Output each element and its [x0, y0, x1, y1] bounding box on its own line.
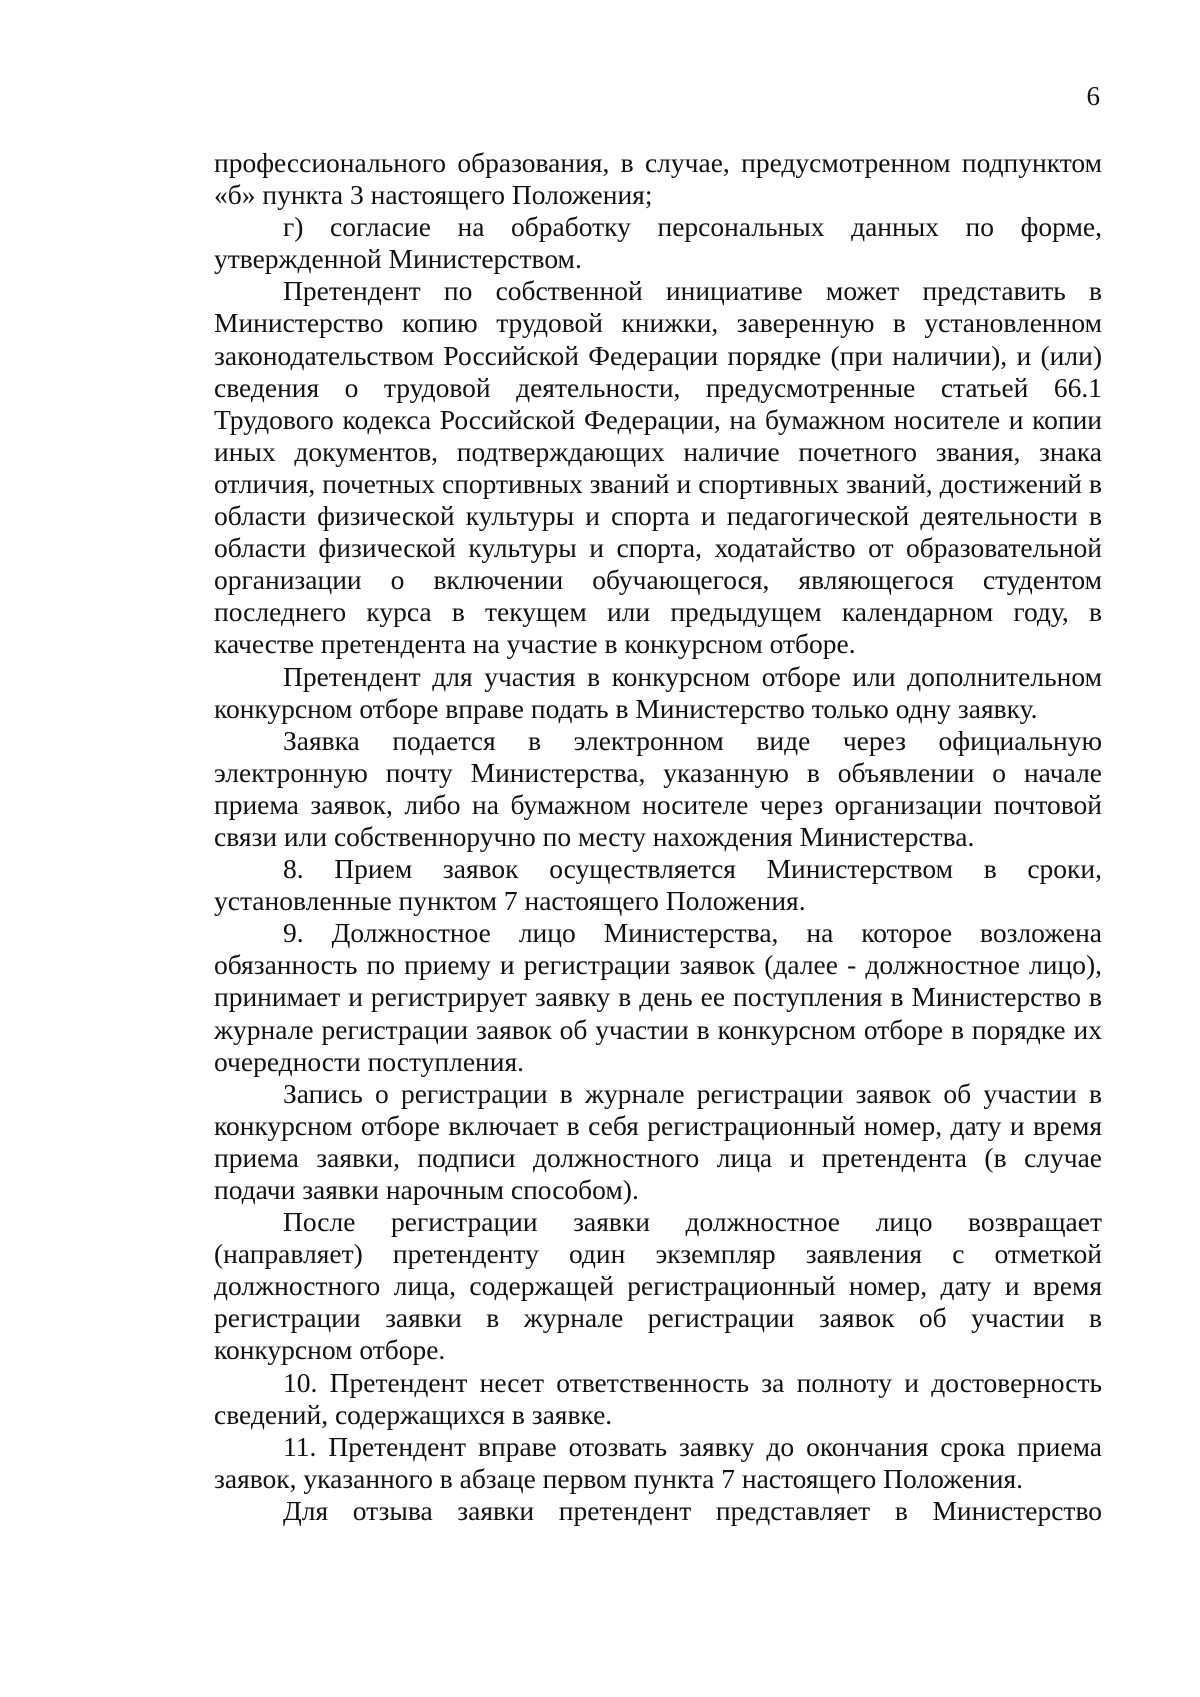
paragraph-clause-10: 10. Претендент несет ответственность за полноту и достоверность сведений, содержащихся в заявке. [214, 1366, 1102, 1430]
page-number: 6 [1086, 81, 1100, 111]
paragraph-registration-record: Запись о регистрации в журнале регистрации заявок об участии в конкурсном отборе включает в себя регистрационный номер, дату и время приема заявки, подписи должностного лица и претендента (в случае подачи заявки нарочным способом). [214, 1077, 1102, 1205]
document-body [214, 147, 1102, 1527]
paragraph-item-g-consent: г) согласие на обработку персональных данных по форме, утвержденной Министерством. [214, 211, 1102, 275]
paragraph-clause-8: 8. Прием заявок осуществляется Министерством в сроки, установленные пунктом 7 настоящего Положения. [214, 853, 1102, 917]
paragraph-continuation: профессионального образования, в случае, предусмотренном подпунктом «б» пункта 3 настоящего Положения; [214, 147, 1102, 211]
paragraph-optional-documents: Претендент по собственной инициативе может представить в Министерство копию трудовой книжки, заверенную в установленном законодательством Российской Федерации порядке (при наличии), и (или) сведения о трудовой деятельности, предусмотренные статьей 66.1 Трудового кодекса Российской Федерации, на бумажном носителе и копии иных документов, подтверждающих наличие почетного звания, знака отличия, почетных спортивных званий и спортивных званий, достижений в области физической культуры и спорта и педагогической деятельности в области физической культуры и спорта, ходатайство от образовательной организации о включении обучающегося, являющегося студентом последнего курса в текущем или предыдущем календарном году, в качестве претендента на участие в конкурсном отборе. [214, 275, 1102, 660]
paragraph-clause-11: 11. Претендент вправе отозвать заявку до окончания срока приема заявок, указанного в абзаце первом пункта 7 настоящего Положения. [214, 1430, 1102, 1494]
paragraph-withdrawal: Для отзыва заявки претендент представляет в Министерство [283, 1494, 1102, 1526]
paragraph-submission-method: Заявка подается в электронном виде через официальную электронную почту Министерства, указанную в объявлении о начале приема заявок, либо на бумажном носителе через организации почтовой связи или собственноручно по месту нахождения Министерства. [214, 724, 1102, 852]
paragraph-clause-9: 9. Должностное лицо Министерства, на которое возложена обязанность по приему и регистрации заявок (далее - должностное лицо), принимает и регистрирует заявку в день ее поступления в Министерство в журнале регистрации заявок об участии в конкурсном отборе в порядке их очередности поступления. [214, 917, 1102, 1077]
paragraph-single-application: Претендент для участия в конкурсном отборе или дополнительном конкурсном отборе вправе подать в Министерство только одну заявку. [214, 660, 1102, 724]
paragraph-after-registration: После регистрации заявки должностное лицо возвращает (направляет) претенденту один экземпляр заявления с отметкой должностного лица, содержащей регистрационный номер, дату и время регистрации заявки в журнале регистрации заявок об участии в конкурсном отборе. [214, 1206, 1102, 1366]
